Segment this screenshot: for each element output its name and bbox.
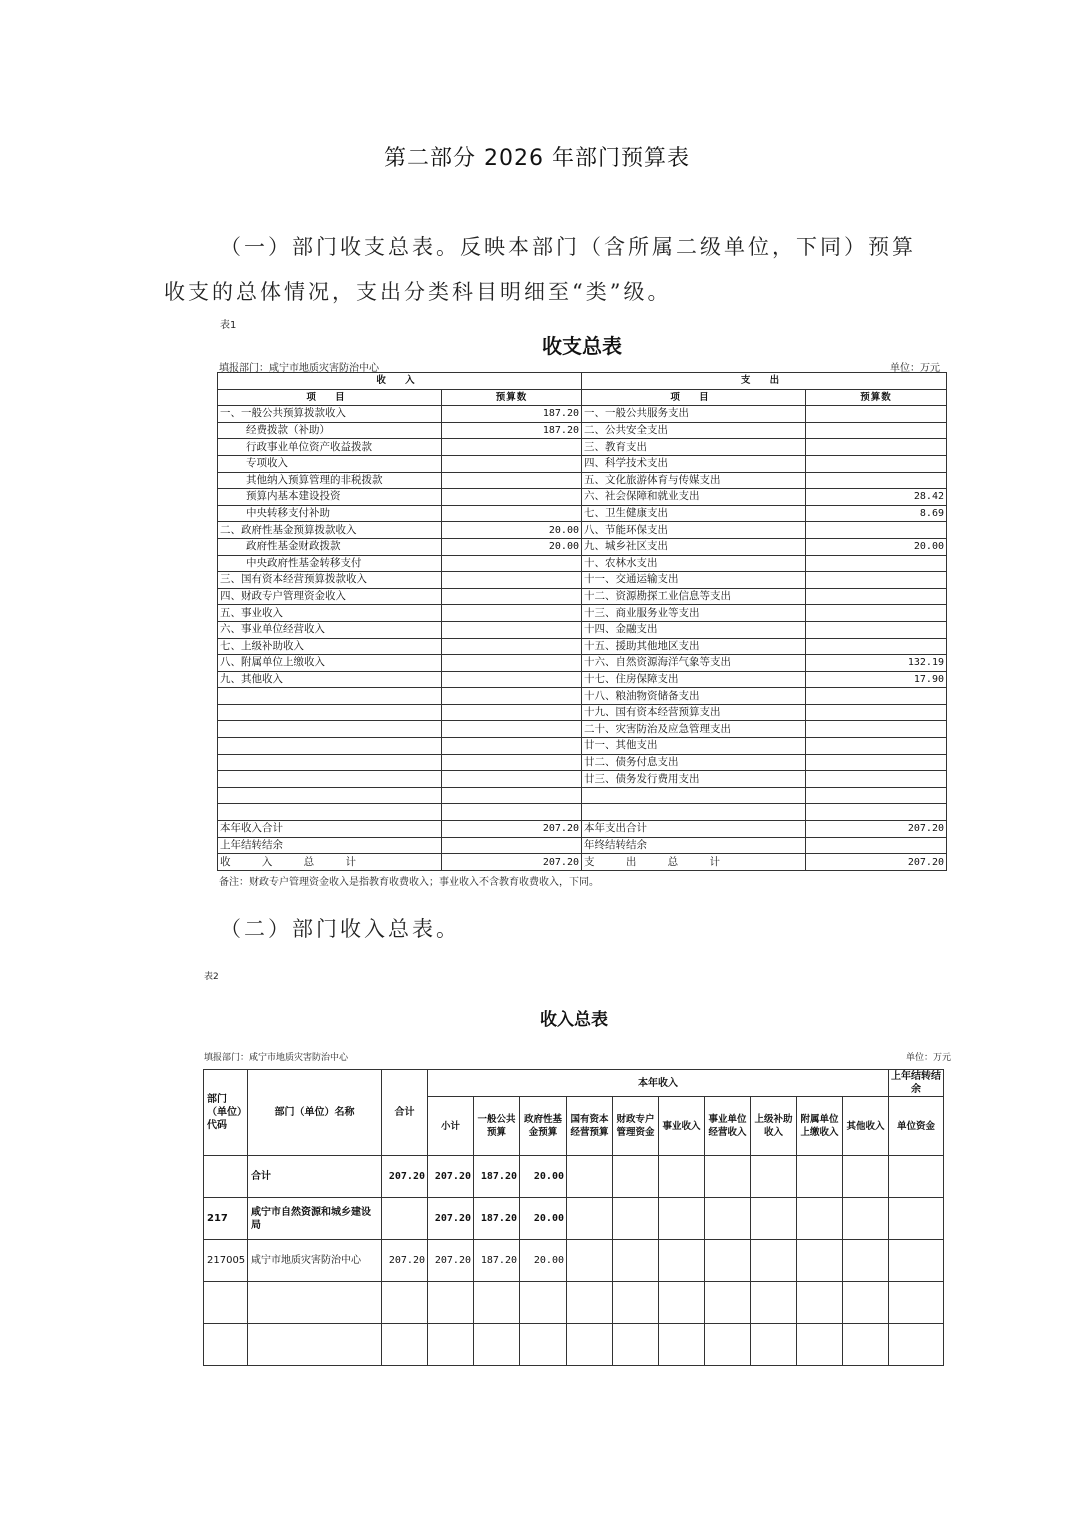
cell-code: 217005 (204, 1240, 248, 1282)
table1-row (218, 854, 947, 871)
expense-item: 十四、金融支出 (582, 621, 806, 638)
header-total: 合计 (382, 1070, 428, 1156)
subheader-9: 其他收入 (843, 1097, 889, 1156)
expense-item: 支 出 总 计 (582, 854, 806, 871)
expense-value (806, 721, 947, 738)
income-value (442, 572, 582, 589)
cell-empty (889, 1324, 944, 1366)
expense-item: 九、城乡社区支出 (582, 538, 806, 555)
table2-dept: 填报部门：咸宁市地质灾害防治中心 (204, 1053, 349, 1063)
cell-empty (751, 1198, 797, 1240)
expense-value (806, 704, 947, 721)
income-item: 收 入 总 计 (218, 854, 442, 871)
expense-item: 四、科学技术支出 (582, 455, 806, 472)
cell-empty (659, 1324, 705, 1366)
subheader-0: 小计 (428, 1097, 474, 1156)
expense-value (806, 754, 947, 771)
income-item: 专项收入 (218, 455, 442, 472)
income-value (442, 472, 582, 489)
income-value (442, 721, 582, 738)
income-item: 四、财政专户管理资金收入 (218, 588, 442, 605)
income-value (442, 655, 582, 672)
expense-item: 十、农林水支出 (582, 555, 806, 572)
table1-row (218, 555, 947, 572)
expense-item: 五、文化旅游体育与传媒支出 (582, 472, 806, 489)
expense-item: 十九、国有资本经营预算支出 (582, 704, 806, 721)
table1-row (218, 455, 947, 472)
expense-value (806, 738, 947, 755)
expense-value (806, 406, 947, 423)
income-value (442, 588, 582, 605)
income-value (442, 505, 582, 522)
cell-general: 187.20 (474, 1240, 520, 1282)
table2-unit: 单位：万元 (906, 1053, 952, 1063)
cell-empty (843, 1198, 889, 1240)
cell-code (204, 1282, 248, 1324)
expense-item: 十五、援助其他地区支出 (582, 638, 806, 655)
table1-row (218, 738, 947, 755)
subheader-4: 财政专户管理资金 (613, 1097, 659, 1156)
expense-value (806, 605, 947, 622)
cell-empty (797, 1156, 843, 1198)
expense-value (806, 522, 947, 539)
expense-item: 十一、交通运输支出 (582, 572, 806, 589)
expense-value (806, 771, 947, 788)
table1-subheader-row (218, 389, 947, 406)
table1-row (218, 572, 947, 589)
income-item (218, 738, 442, 755)
expense-item: 十八、粮油物资储备支出 (582, 688, 806, 705)
expense-value (806, 638, 947, 655)
income-value (442, 738, 582, 755)
cell-empty (889, 1240, 944, 1282)
cell-empty (797, 1282, 843, 1324)
cell-empty (843, 1156, 889, 1198)
expense-value: 17.90 (806, 671, 947, 688)
cell-fund: 20.00 (520, 1156, 567, 1198)
table1-row (218, 771, 947, 788)
expense-item: 八、节能环保支出 (582, 522, 806, 539)
expense-item: 七、卫生健康支出 (582, 505, 806, 522)
cell-empty (705, 1156, 751, 1198)
cell-subtotal: 207.20 (428, 1156, 474, 1198)
cell-empty (567, 1324, 613, 1366)
expense-item: 一、一般公共服务支出 (582, 406, 806, 423)
cell-empty (659, 1198, 705, 1240)
income-value (442, 621, 582, 638)
header-income: 收 入 (218, 373, 582, 390)
expense-item: 廿二、债务付息支出 (582, 754, 806, 771)
cell-general: 187.20 (474, 1156, 520, 1198)
cell-empty (659, 1156, 705, 1198)
expense-item: 十二、资源勘探工业信息等支出 (582, 588, 806, 605)
income-expense-table (217, 372, 947, 871)
section2-heading: （二）部门收入总表。 (220, 917, 460, 941)
income-value (442, 605, 582, 622)
cell-general (474, 1282, 520, 1324)
cell-empty (705, 1282, 751, 1324)
income-item (218, 804, 442, 821)
section1-line2: 收支的总体情况，支出分类科目明细至“类”级。 (164, 280, 672, 304)
expense-value: 132.19 (806, 655, 947, 672)
cell-subtotal: 207.20 (428, 1240, 474, 1282)
expense-value (806, 787, 947, 804)
expense-value: 207.20 (806, 821, 947, 838)
cell-fund: 20.00 (520, 1198, 567, 1240)
income-item: 预算内基本建设投资 (218, 489, 442, 506)
expense-item: 十三、商业服务业等支出 (582, 605, 806, 622)
income-item: 行政事业单位资产收益拨款 (218, 439, 442, 456)
income-value: 20.00 (442, 522, 582, 539)
expense-item: 三、教育支出 (582, 439, 806, 456)
header-expense: 支 出 (582, 373, 947, 390)
table1-row (218, 522, 947, 539)
subheader-1: 一般公共预算 (474, 1097, 520, 1156)
income-item: 其他纳入预算管理的非税拨款 (218, 472, 442, 489)
table1-row (218, 588, 947, 605)
table1-label: 表1 (220, 320, 237, 331)
subheader-3: 国有资本经营预算 (567, 1097, 613, 1156)
cell-code (204, 1156, 248, 1198)
income-item: 九、其他收入 (218, 671, 442, 688)
expense-value (806, 572, 947, 589)
expense-item: 二、公共安全支出 (582, 422, 806, 439)
cell-name (248, 1282, 382, 1324)
table2-row (204, 1282, 944, 1324)
expense-value (806, 455, 947, 472)
expense-item: 二十、灾害防治及应急管理支出 (582, 721, 806, 738)
income-item: 经费拨款（补助） (218, 422, 442, 439)
table1-row (218, 655, 947, 672)
col-expense-item: 项 目 (582, 389, 806, 406)
cell-empty (613, 1324, 659, 1366)
table1-row (218, 638, 947, 655)
cell-subtotal: 207.20 (428, 1198, 474, 1240)
income-item: 上年结转结余 (218, 837, 442, 854)
income-value: 20.00 (442, 538, 582, 555)
income-item: 一、一般公共预算拨款收入 (218, 406, 442, 423)
table1-row (218, 688, 947, 705)
table1-row (218, 804, 947, 821)
table2-label: 表2 (204, 972, 219, 982)
table1-row (218, 505, 947, 522)
expense-value (806, 588, 947, 605)
table1-row (218, 671, 947, 688)
cell-empty (889, 1282, 944, 1324)
income-item: 八、附属单位上缴收入 (218, 655, 442, 672)
cell-empty (705, 1324, 751, 1366)
subheader-8: 附属单位上缴收入 (797, 1097, 843, 1156)
cell-empty (613, 1198, 659, 1240)
table1-dept: 填报部门：咸宁市地质灾害防治中心 (219, 363, 379, 374)
expense-item: 廿一、其他支出 (582, 738, 806, 755)
expense-value (806, 688, 947, 705)
income-value (442, 688, 582, 705)
cell-name: 咸宁市地质灾害防治中心 (248, 1240, 382, 1282)
income-value: 207.20 (442, 821, 582, 838)
expense-item: 十六、自然资源海洋气象等支出 (582, 655, 806, 672)
cell-empty (889, 1156, 944, 1198)
cell-name: 合计 (248, 1156, 382, 1198)
cell-empty (659, 1240, 705, 1282)
cell-general: 187.20 (474, 1198, 520, 1240)
expense-value (806, 439, 947, 456)
income-value: 207.20 (442, 854, 582, 871)
expense-value: 207.20 (806, 854, 947, 871)
income-table (203, 1069, 944, 1366)
expense-item (582, 787, 806, 804)
expense-value (806, 555, 947, 572)
cell-empty (705, 1198, 751, 1240)
expense-value: 8.69 (806, 505, 947, 522)
cell-name (248, 1324, 382, 1366)
cell-total (382, 1324, 428, 1366)
income-value (442, 439, 582, 456)
subheader-5: 事业收入 (659, 1097, 705, 1156)
cell-code: 217 (204, 1198, 248, 1240)
income-value (442, 804, 582, 821)
table2-row (204, 1156, 944, 1198)
income-item (218, 688, 442, 705)
cell-fund (520, 1324, 567, 1366)
income-item: 七、上级补助收入 (218, 638, 442, 655)
cell-total (382, 1198, 428, 1240)
income-item: 六、事业单位经营收入 (218, 621, 442, 638)
income-value (442, 704, 582, 721)
income-value (442, 555, 582, 572)
expense-value (806, 422, 947, 439)
cell-total: 207.20 (382, 1156, 428, 1198)
expense-item: 年终结转结余 (582, 837, 806, 854)
table2-row (204, 1324, 944, 1366)
table1-row (218, 538, 947, 555)
table1-row (218, 837, 947, 854)
cell-empty (843, 1282, 889, 1324)
cell-empty (889, 1198, 944, 1240)
income-value (442, 455, 582, 472)
cell-empty (797, 1240, 843, 1282)
cell-empty (751, 1156, 797, 1198)
cell-empty (797, 1324, 843, 1366)
income-value (442, 754, 582, 771)
income-item: 政府性基金财政拨款 (218, 538, 442, 555)
table1-unit: 单位：万元 (890, 363, 940, 374)
cell-empty (613, 1282, 659, 1324)
cell-subtotal (428, 1282, 474, 1324)
expense-value: 20.00 (806, 538, 947, 555)
cell-empty (751, 1282, 797, 1324)
income-item (218, 721, 442, 738)
table1-row (218, 621, 947, 638)
expense-item: 十七、住房保障支出 (582, 671, 806, 688)
col-income-item: 项 目 (218, 389, 442, 406)
income-item: 二、政府性基金预算拨款收入 (218, 522, 442, 539)
expense-value (806, 804, 947, 821)
header-code: 部门（单位）代码 (204, 1070, 248, 1156)
table1-row (218, 489, 947, 506)
subheader-10: 单位资金 (889, 1097, 944, 1156)
cell-empty (751, 1324, 797, 1366)
cell-subtotal (428, 1324, 474, 1366)
income-item (218, 704, 442, 721)
income-value (442, 787, 582, 804)
cell-empty (659, 1282, 705, 1324)
income-item (218, 754, 442, 771)
income-value (442, 771, 582, 788)
table2-title: 收入总表 (540, 1010, 608, 1030)
table1-row (218, 821, 947, 838)
cell-empty (705, 1240, 751, 1282)
subheader-6: 事业单位经营收入 (705, 1097, 751, 1156)
expense-value (806, 472, 947, 489)
income-item: 三、国有资本经营预算拨款收入 (218, 572, 442, 589)
cell-empty (613, 1156, 659, 1198)
col-income-budget: 预算数 (442, 389, 582, 406)
table2-row (204, 1198, 944, 1240)
table1-row (218, 472, 947, 489)
header-carryover: 上年结转结余 (889, 1070, 944, 1097)
expense-item (582, 804, 806, 821)
cell-empty (613, 1240, 659, 1282)
table1-header-row (218, 373, 947, 390)
table2-header-row (204, 1070, 944, 1097)
expense-item: 廿三、债务发行费用支出 (582, 771, 806, 788)
cell-fund: 20.00 (520, 1240, 567, 1282)
cell-name: 咸宁市自然资源和城乡建设局 (248, 1198, 382, 1240)
expense-item: 六、社会保障和就业支出 (582, 489, 806, 506)
cell-total (382, 1282, 428, 1324)
cell-general (474, 1324, 520, 1366)
table1-row (218, 406, 947, 423)
income-item: 中央政府性基金转移支付 (218, 555, 442, 572)
cell-empty (751, 1240, 797, 1282)
part-title: 第二部分 2026 年部门预算表 (384, 146, 690, 171)
income-value: 187.20 (442, 422, 582, 439)
table1-row (218, 439, 947, 456)
income-value (442, 489, 582, 506)
table2-row (204, 1240, 944, 1282)
expense-value (806, 621, 947, 638)
cell-empty (843, 1240, 889, 1282)
subheader-7: 上级补助收入 (751, 1097, 797, 1156)
income-value: 187.20 (442, 406, 582, 423)
col-expense-budget: 预算数 (806, 389, 947, 406)
income-item (218, 787, 442, 804)
expense-value: 28.42 (806, 489, 947, 506)
header-name: 部门（单位）名称 (248, 1070, 382, 1156)
table1-row (218, 422, 947, 439)
table1-row (218, 754, 947, 771)
table1-row (218, 704, 947, 721)
header-current-income: 本年收入 (428, 1070, 889, 1097)
cell-code (204, 1324, 248, 1366)
table1-row (218, 721, 947, 738)
income-item: 五、事业收入 (218, 605, 442, 622)
expense-item: 本年支出合计 (582, 821, 806, 838)
income-item (218, 771, 442, 788)
table1-title: 收支总表 (542, 334, 622, 358)
cell-empty (567, 1240, 613, 1282)
income-value (442, 837, 582, 854)
table1-row (218, 605, 947, 622)
cell-empty (567, 1156, 613, 1198)
cell-empty (843, 1324, 889, 1366)
expense-value (806, 837, 947, 854)
income-item: 本年收入合计 (218, 821, 442, 838)
cell-empty (567, 1198, 613, 1240)
income-value (442, 671, 582, 688)
table1-row (218, 787, 947, 804)
table1-note: 备注：财政专户管理资金收入是指教育收费收入；事业收入不含教育收费收入，下同。 (219, 877, 599, 888)
subheader-2: 政府性基金预算 (520, 1097, 567, 1156)
cell-total: 207.20 (382, 1240, 428, 1282)
cell-empty (567, 1282, 613, 1324)
cell-fund (520, 1282, 567, 1324)
section1-line1: （一）部门收支总表。反映本部门（含所属二级单位，下同）预算 (220, 235, 916, 259)
income-value (442, 638, 582, 655)
cell-empty (797, 1198, 843, 1240)
income-item: 中央转移支付补助 (218, 505, 442, 522)
